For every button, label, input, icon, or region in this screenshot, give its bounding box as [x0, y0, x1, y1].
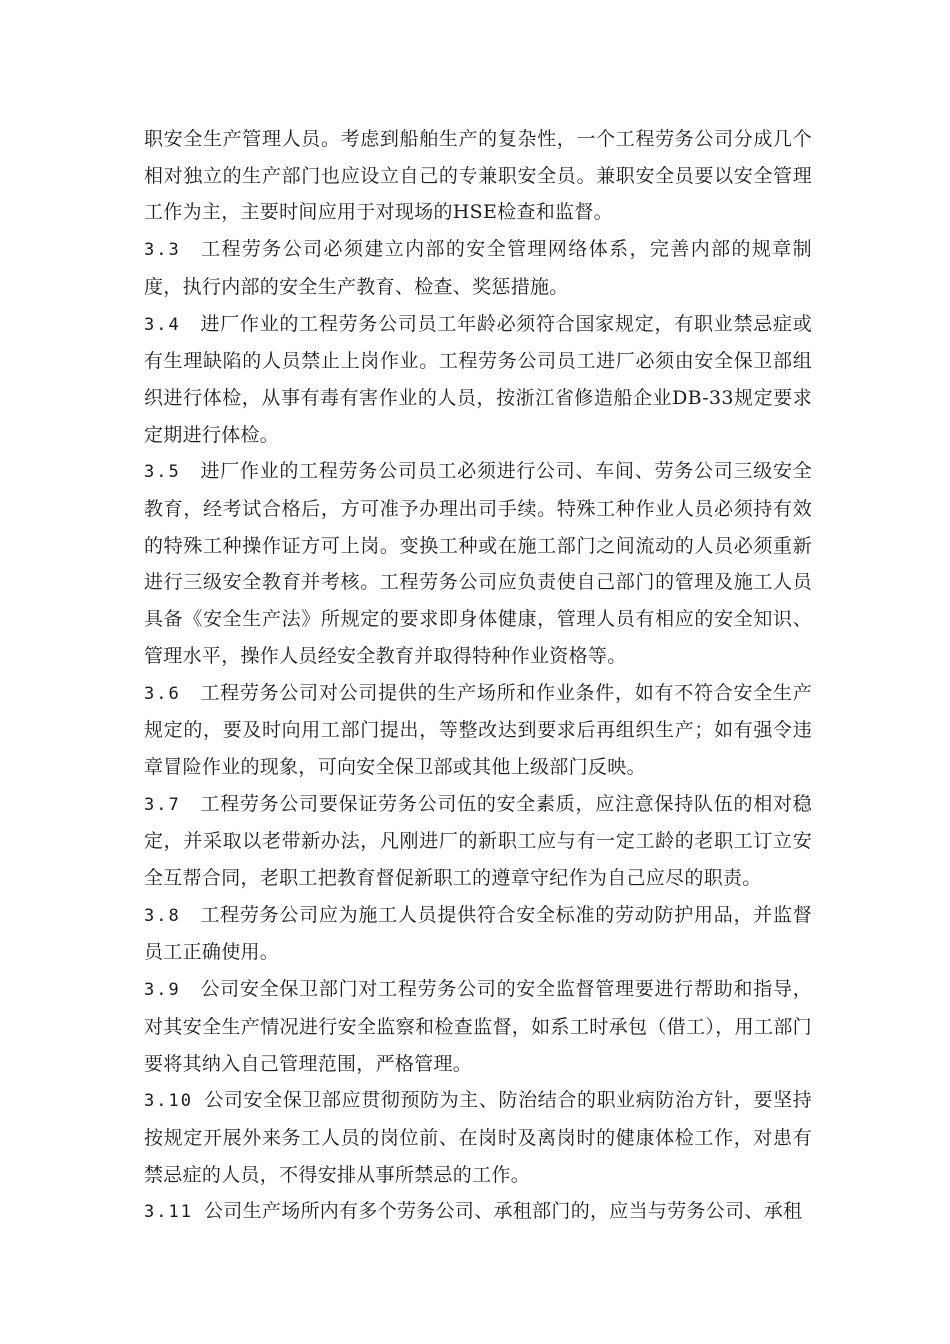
clause-text: 进厂作业的工程劳务公司员工年龄必须符合国家规定，有职业禁忌症或有生理缺陷的人员禁止上岗作业。工程劳务公司员工进厂必须由安全保卫部组织进行体检，从事有毒有害作业的人员，按浙江省修造船企业DB-33规定要求定期进行体检。	[144, 312, 812, 446]
clause-number: 3.5	[144, 462, 181, 483]
clause-number: 3.3	[144, 240, 181, 261]
clause-3-6	[144, 675, 812, 786]
clause-3-9	[144, 971, 812, 1082]
clause-3-3	[144, 231, 812, 305]
clause-text: 公司安全保卫部应贯彻预防为主、防治结合的职业病防治方针，要坚持按规定开展外来务工人员的岗位前、在岗时及离岗时的健康体检工作，对患有禁忌症的人员，不得安排从事所禁忌的工作。	[144, 1089, 812, 1186]
clause-number: 3.6	[144, 683, 181, 704]
clause-text: 公司生产场所内有多个劳务公司、承租部门的，应当与劳务公司、承租	[204, 1200, 803, 1223]
clause-text: 进厂作业的工程劳务公司员工必须进行公司、车间、劳务公司三级安全教育，经考试合格后，方可准予办理出司手续。特殊工种作业人员必须持有效的特殊工种操作证方可上岗。变换工种或在施工部门之间流动的人员必须重新进行三级安全教育并考核。工程劳务公司应负责使自己部门的管理及施工人员具备《安全生产法》所规定的要求即身体健康，管理人员有相应的安全知识、管理水平，操作人员经安全教育并取得特种作业资格等。	[144, 460, 812, 667]
clause-number: 3.9	[144, 980, 181, 1001]
clause-number: 3.7	[144, 794, 181, 815]
clause-number: 3.4	[144, 314, 181, 335]
clause-3-11	[144, 1193, 812, 1231]
clause-3-7	[144, 786, 812, 897]
clause-3-10	[144, 1082, 812, 1193]
clause-number: 3.8	[144, 905, 181, 926]
clause-number: 3.11	[144, 1202, 193, 1223]
clause-3-5	[144, 453, 812, 674]
clause-3-8	[144, 897, 812, 971]
intro-paragraph: 职安全生产管理人员。考虑到船舶生产的复杂性，一个工程劳务公司分成几个相对独立的生产部门也应设立自己的专兼职安全员。兼职安全员要以安全管理工作为主，主要时间应用于对现场的HSE检查和监督。	[144, 128, 812, 224]
clause-3-4	[144, 306, 812, 454]
clause-text: 公司安全保卫部门对工程劳务公司的安全监督管理要进行帮助和指导，对其安全生产情况进行安全监察和检查监督，如系工时承包（借工），用工部门要将其纳入自己管理范围，严格管理。	[144, 978, 812, 1075]
clause-text: 工程劳务公司要保证劳务公司伍的安全素质，应注意保持队伍的相对稳定，并采取以老带新办法，凡刚进厂的新职工应与有一定工龄的老职工订立安全互帮合同，老职工把教育督促新职工的遵章守纪作为自己应尽的职责。	[144, 792, 812, 890]
clause-text: 工程劳务公司应为施工人员提供符合安全标准的劳动防护用品，并监督员工正确使用。	[144, 903, 812, 964]
document-page	[144, 121, 812, 1231]
clause-text: 工程劳务公司对公司提供的生产场所和作业条件，如有不符合安全生产规定的，要及时向用工部门提出，等整改达到要求后再组织生产；如有强令违章冒险作业的现象，可向安全保卫部或其他上级部门反映。	[144, 681, 812, 778]
clause-text: 工程劳务公司必须建立内部的安全管理网络体系，完善内部的规章制度，执行内部的安全生产教育、检查、奖惩措施。	[144, 238, 812, 298]
clause-number: 3.10	[144, 1091, 193, 1112]
